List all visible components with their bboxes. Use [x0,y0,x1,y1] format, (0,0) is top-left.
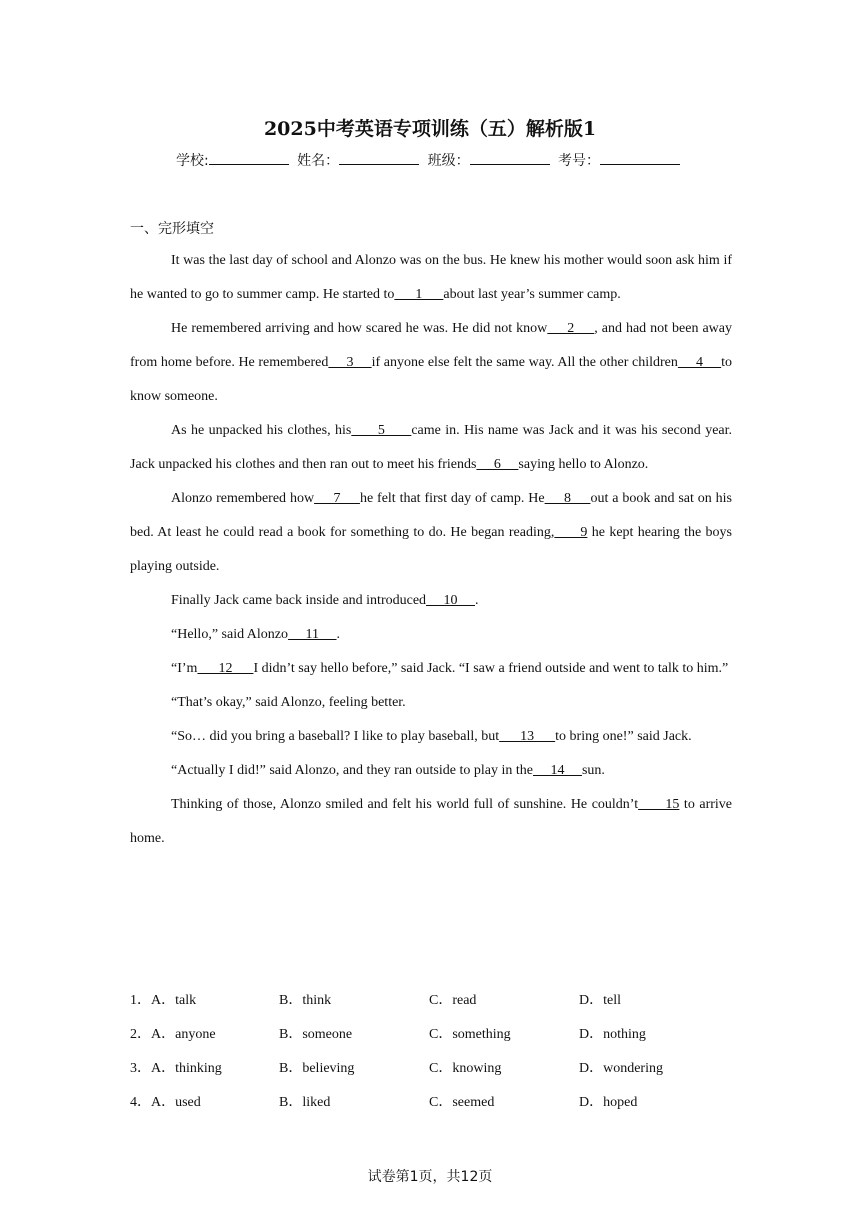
text: he kept hearing the boys playing outside. [130,525,732,574]
blank-15: 15 [638,797,680,812]
question-1-option-a[interactable] [130,986,196,1016]
class-label: 班级： [427,153,470,169]
question-3-option-a[interactable] [130,1054,222,1084]
text: saying hello to Alonzo. [518,457,649,472]
text: about last year’s summer camp. [443,287,621,302]
question-row [130,1054,732,1088]
blank-9: 9 [554,525,588,540]
question-2-option-c[interactable]: C．something [429,1027,511,1042]
blank-5: 5 [351,423,412,438]
question-1-option-c[interactable]: C．read [429,993,477,1008]
text: He remembered arriving and how scared he was. He did not know [171,321,548,336]
text: to arrive home. [130,797,733,846]
paragraph-7 [130,652,732,686]
option-text: A．talk [151,993,197,1008]
option-text: A．used [151,1095,201,1110]
question-row [130,986,732,1020]
blank-3: 3 [328,355,372,370]
paragraph-4 [130,482,732,584]
question-row [130,1088,732,1122]
school-label: 学校: [175,153,209,169]
question-3-option-c[interactable]: C．knowing [429,1061,502,1076]
text: to bring one!” said Jack. [555,729,692,744]
text: out a book and sat on his bed. At least he could read a book for something to do. He began reading, [130,491,732,540]
blank-10: 10 [426,593,476,608]
text: “I’m [171,661,198,676]
name-label: 姓名： [297,153,340,169]
question-4-option-b[interactable]: B．liked [279,1095,331,1110]
exam-no-label: 考号： [558,153,601,169]
text: Thinking of those, Alonzo smiled and felt his world full of sunshine. He couldn’t [171,797,639,812]
text: he felt that first day of camp. He [359,491,545,506]
text: , and had not been away from home before. He remembered [130,321,732,370]
question-4-option-d[interactable]: D．hoped [579,1095,638,1110]
paragraph-9 [130,720,732,754]
blank-11: 11 [288,627,337,642]
school-blank[interactable] [209,150,289,165]
text: I didn’t say hello before,” said Jack. “I saw a friend outside and went to talk to him.” [253,661,729,676]
blank-6: 6 [476,457,519,472]
text: It was the last day of school and Alonzo was on the bus. He knew his mother would soon ask him if he wanted to go to summer camp. He started to [130,253,732,302]
question-2-option-d[interactable]: D．nothing [579,1027,646,1042]
blank-14: 14 [532,763,582,778]
name-blank[interactable] [339,150,419,165]
blank-7: 7 [314,491,360,506]
question-3-option-b[interactable]: B．believing [279,1061,355,1076]
question-number: 3． [130,1061,151,1076]
question-3-option-d[interactable]: D．wondering [579,1061,663,1076]
text: As he unpacked his clothes, his [171,423,352,438]
paragraph-5 [130,584,732,618]
text: came in. His name was Jack and it was his second year. Jack unpacked his clothes and then ran out to meet his friends [130,423,733,472]
cloze-passage [130,244,732,856]
student-info-line [0,150,860,170]
text: “Actually I did!” said Alonzo, and they ran outside to play in the [171,763,533,778]
question-options [130,986,732,1122]
blank-1: 1 [394,287,444,302]
text: Alonzo remembered how [171,491,315,506]
paragraph-6 [130,618,732,652]
question-row [130,1020,732,1054]
text: to know someone. [130,355,733,404]
blank-4: 4 [677,355,722,370]
paragraph-11 [130,788,732,856]
blank-2: 2 [547,321,595,336]
option-text: A．thinking [151,1061,222,1076]
section-heading: 一、完形填空 [130,221,214,237]
question-1-option-b[interactable]: B．think [279,993,332,1008]
blank-13: 13 [499,729,556,744]
question-number: 1． [130,993,151,1008]
paragraph-3 [130,414,732,482]
paragraph-1 [130,244,732,312]
class-blank[interactable] [470,150,550,165]
paragraph-2 [130,312,732,414]
option-text: A．anyone [151,1027,216,1042]
text: . [336,627,341,642]
question-number: 2． [130,1027,151,1042]
text: “So… did you bring a baseball? I like to play baseball, but [171,729,500,744]
question-2-option-a[interactable] [130,1020,216,1050]
exam-no-blank[interactable] [600,150,680,165]
paragraph-8 [130,686,732,720]
paragraph-10 [130,754,732,788]
text: . [475,593,479,608]
blank-12: 12 [197,661,254,676]
question-1-option-d[interactable]: D．tell [579,993,621,1008]
page-footer: 试卷第1页，共12页 [367,1169,493,1185]
question-number: 4． [130,1095,151,1110]
blank-8: 8 [544,491,591,506]
question-2-option-b[interactable]: B．someone [279,1027,353,1042]
text: Finally Jack came back inside and introduced [171,593,427,608]
question-4-option-c[interactable]: C．seemed [429,1095,495,1110]
text: “That’s okay,” said Alonzo, feeling better. [171,695,406,710]
text: “Hello,” said Alonzo [171,627,289,642]
text: if anyone else felt the same way. All the other children [371,355,678,370]
document-title: 2025中考英语专项训练（五）解析版1 [263,118,597,140]
text: sun. [581,763,605,778]
question-4-option-a[interactable] [130,1088,201,1118]
